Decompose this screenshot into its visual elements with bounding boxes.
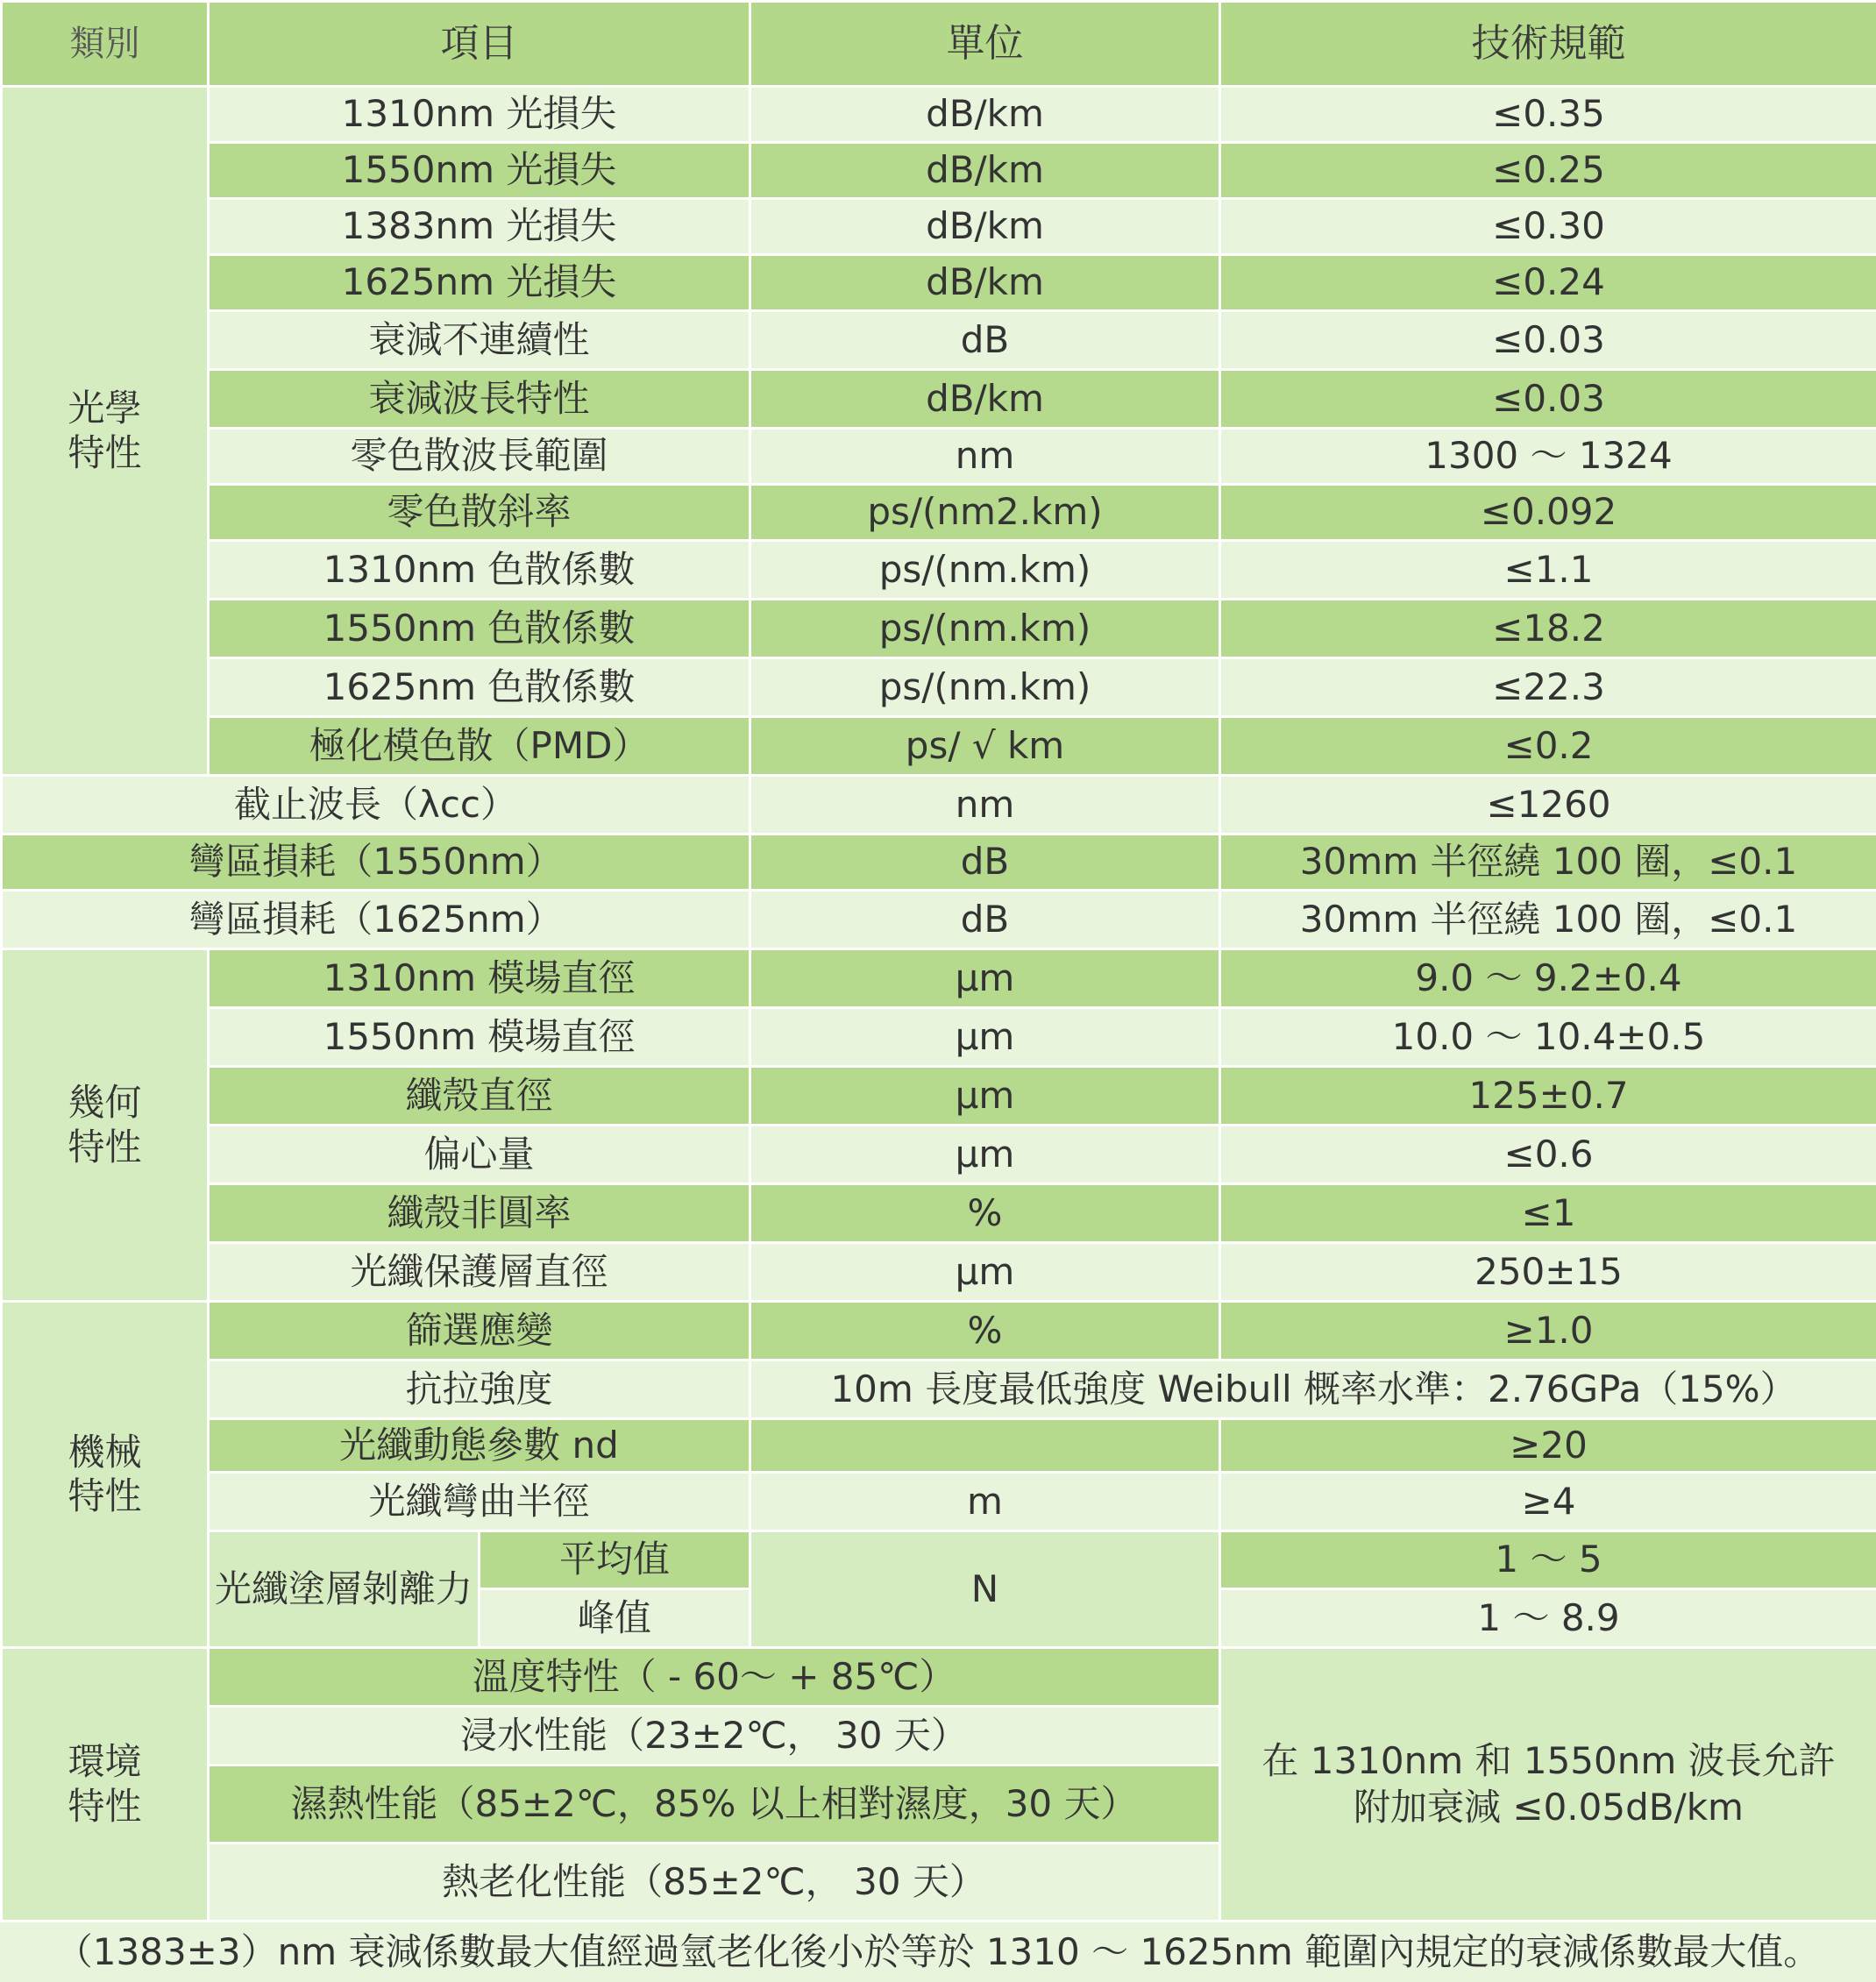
table-row bbox=[2, 311, 1876, 370]
spec-cell: 10.0 ～ 10.4±0.5 bbox=[1220, 1008, 1876, 1067]
spec-cell: ≤18.2 bbox=[1220, 600, 1876, 658]
spec-cell: ≤0.25 bbox=[1220, 143, 1876, 199]
spec-cell: ≥4 bbox=[1220, 1473, 1876, 1531]
spec-cell: ≤0.2 bbox=[1220, 717, 1876, 776]
table-row bbox=[2, 949, 1876, 1008]
table-row bbox=[2, 891, 1876, 949]
spec-cell: ≥20 bbox=[1220, 1419, 1876, 1473]
table-row bbox=[2, 370, 1876, 429]
table-row bbox=[2, 1531, 1876, 1589]
unit-cell: ps/(nm.km) bbox=[750, 541, 1220, 600]
unit-cell: ps/(nm.km) bbox=[750, 658, 1220, 717]
footnote: （1383±3）nm 衰減係數最大值經過氫老化後小於等於 1310 ～ 1625nm 範圍內規定的衰減係數最大值。 bbox=[0, 1922, 1876, 1982]
item-cell: 纖殼直徑 bbox=[209, 1067, 750, 1126]
item-cell: 極化模色散（PMD） bbox=[209, 717, 750, 776]
unit-cell: % bbox=[750, 1302, 1220, 1360]
item-cell: 光纖動態參數 nd bbox=[209, 1419, 750, 1473]
item-cell: 零色散波長範圍 bbox=[209, 429, 750, 485]
table-row bbox=[2, 87, 1876, 143]
table-row bbox=[2, 600, 1876, 658]
item-cell: 纖殼非圓率 bbox=[209, 1184, 750, 1243]
sub-item-cell: 峰值 bbox=[480, 1589, 750, 1648]
spec-cell: ≤1 bbox=[1220, 1184, 1876, 1243]
spec-cell: 在 1310nm 和 1550nm 波長允許 附加衰減 ≤0.05dB/km bbox=[1220, 1648, 1876, 1922]
spec-cell: 10m 長度最低強度 Weibull 概率水準：2.76GPa（15%） bbox=[750, 1360, 1876, 1419]
category-mechanical: 機械 特性 bbox=[2, 1302, 209, 1648]
table-row bbox=[2, 1126, 1876, 1184]
table-row bbox=[2, 199, 1876, 255]
item-cell: 熱老化性能（85±2℃， 30 天） bbox=[209, 1843, 1220, 1922]
item-cell: 1310nm 色散係數 bbox=[209, 541, 750, 600]
unit-cell: μm bbox=[750, 1008, 1220, 1067]
header-unit: 單位 bbox=[750, 2, 1220, 87]
item-cell: 1310nm 光損失 bbox=[209, 87, 750, 143]
table-row bbox=[2, 658, 1876, 717]
item-cell: 1625nm 光損失 bbox=[209, 255, 750, 311]
spec-cell: 30mm 半徑繞 100 圈，≤0.1 bbox=[1220, 835, 1876, 891]
spec-cell: ≥1.0 bbox=[1220, 1302, 1876, 1360]
spec-cell: ≤0.35 bbox=[1220, 87, 1876, 143]
header-item: 項目 bbox=[209, 2, 750, 87]
spec-cell: ≤1.1 bbox=[1220, 541, 1876, 600]
unit-cell: dB/km bbox=[750, 255, 1220, 311]
item-cell: 溫度特性（ - 60～ + 85℃） bbox=[209, 1648, 1220, 1707]
unit-cell: dB/km bbox=[750, 199, 1220, 255]
table-row bbox=[2, 255, 1876, 311]
item-cell: 1383nm 光損失 bbox=[209, 199, 750, 255]
unit-cell: dB bbox=[750, 891, 1220, 949]
spec-cell: 9.0 ～ 9.2±0.4 bbox=[1220, 949, 1876, 1008]
item-cell: 光纖塗層剝離力 bbox=[209, 1531, 480, 1648]
item-cell: 衰減不連續性 bbox=[209, 311, 750, 370]
unit-cell: m bbox=[750, 1473, 1220, 1531]
table-row bbox=[2, 717, 1876, 776]
sub-item-cell: 平均值 bbox=[480, 1531, 750, 1589]
unit-cell: dB/km bbox=[750, 143, 1220, 199]
spec-cell: 1 ～ 8.9 bbox=[1220, 1589, 1876, 1648]
spec-cell: 30mm 半徑繞 100 圈，≤0.1 bbox=[1220, 891, 1876, 949]
unit-cell: dB bbox=[750, 835, 1220, 891]
header-category: 類別 bbox=[2, 2, 209, 87]
spec-cell: ≤1260 bbox=[1220, 776, 1876, 835]
item-cell: 濕熱性能（85±2℃，85% 以上相對濕度，30 天） bbox=[209, 1765, 1220, 1843]
item-cell: 偏心量 bbox=[209, 1126, 750, 1184]
item-cell: 彎區損耗（1550nm） bbox=[2, 835, 750, 891]
table-row bbox=[2, 143, 1876, 199]
item-cell: 1625nm 色散係數 bbox=[209, 658, 750, 717]
item-cell: 浸水性能（23±2℃， 30 天） bbox=[209, 1707, 1220, 1765]
unit-cell: dB bbox=[750, 311, 1220, 370]
spec-cell: 1300 ～ 1324 bbox=[1220, 429, 1876, 485]
spec-cell: ≤0.03 bbox=[1220, 370, 1876, 429]
unit-cell: μm bbox=[750, 949, 1220, 1008]
table-row bbox=[2, 835, 1876, 891]
table-row bbox=[2, 1302, 1876, 1360]
item-cell: 抗拉強度 bbox=[209, 1360, 750, 1419]
unit-cell: ps/ √ km bbox=[750, 717, 1220, 776]
unit-cell: ps/(nm.km) bbox=[750, 600, 1220, 658]
item-cell: 1550nm 模場直徑 bbox=[209, 1008, 750, 1067]
item-cell: 1550nm 光損失 bbox=[209, 143, 750, 199]
header-row bbox=[2, 2, 1876, 87]
unit-cell: μm bbox=[750, 1126, 1220, 1184]
table-row bbox=[2, 1008, 1876, 1067]
item-cell: 篩選應變 bbox=[209, 1302, 750, 1360]
table-row bbox=[2, 1473, 1876, 1531]
spec-cell: 1 ～ 5 bbox=[1220, 1531, 1876, 1589]
unit-cell: ps/(nm2.km) bbox=[750, 485, 1220, 541]
header-spec: 技術規範 bbox=[1220, 2, 1876, 87]
item-cell: 光纖彎曲半徑 bbox=[209, 1473, 750, 1531]
unit-cell bbox=[750, 1419, 1220, 1473]
spec-cell: ≤0.24 bbox=[1220, 255, 1876, 311]
unit-cell: N bbox=[750, 1531, 1220, 1648]
table-row bbox=[2, 1243, 1876, 1302]
unit-cell: nm bbox=[750, 776, 1220, 835]
table-row bbox=[2, 1648, 1876, 1707]
spec-cell: ≤0.6 bbox=[1220, 1126, 1876, 1184]
unit-cell: nm bbox=[750, 429, 1220, 485]
table-row bbox=[2, 541, 1876, 600]
category-optical: 光學 特性 bbox=[2, 87, 209, 776]
item-cell: 衰減波長特性 bbox=[209, 370, 750, 429]
table-row bbox=[2, 1067, 1876, 1126]
item-cell: 彎區損耗（1625nm） bbox=[2, 891, 750, 949]
unit-cell: μm bbox=[750, 1067, 1220, 1126]
unit-cell: % bbox=[750, 1184, 1220, 1243]
item-cell: 1550nm 色散係數 bbox=[209, 600, 750, 658]
table-row bbox=[2, 776, 1876, 835]
spec-cell: ≤0.30 bbox=[1220, 199, 1876, 255]
item-cell: 1310nm 模場直徑 bbox=[209, 949, 750, 1008]
item-cell: 零色散斜率 bbox=[209, 485, 750, 541]
table-row bbox=[2, 429, 1876, 485]
unit-cell: dB/km bbox=[750, 87, 1220, 143]
spec-cell: ≤22.3 bbox=[1220, 658, 1876, 717]
unit-cell: dB/km bbox=[750, 370, 1220, 429]
table-row bbox=[2, 1184, 1876, 1243]
table-row bbox=[2, 485, 1876, 541]
item-cell: 光纖保護層直徑 bbox=[209, 1243, 750, 1302]
spec-cell: ≤0.03 bbox=[1220, 311, 1876, 370]
category-geometric: 幾何 特性 bbox=[2, 949, 209, 1302]
table-row bbox=[2, 1360, 1876, 1419]
spec-cell: 125±0.7 bbox=[1220, 1067, 1876, 1126]
table-row bbox=[2, 1419, 1876, 1473]
spec-cell: ≤0.092 bbox=[1220, 485, 1876, 541]
category-environmental: 環境 特性 bbox=[2, 1648, 209, 1922]
item-cell: 截止波長（λcc） bbox=[2, 776, 750, 835]
unit-cell: μm bbox=[750, 1243, 1220, 1302]
spec-cell: 250±15 bbox=[1220, 1243, 1876, 1302]
